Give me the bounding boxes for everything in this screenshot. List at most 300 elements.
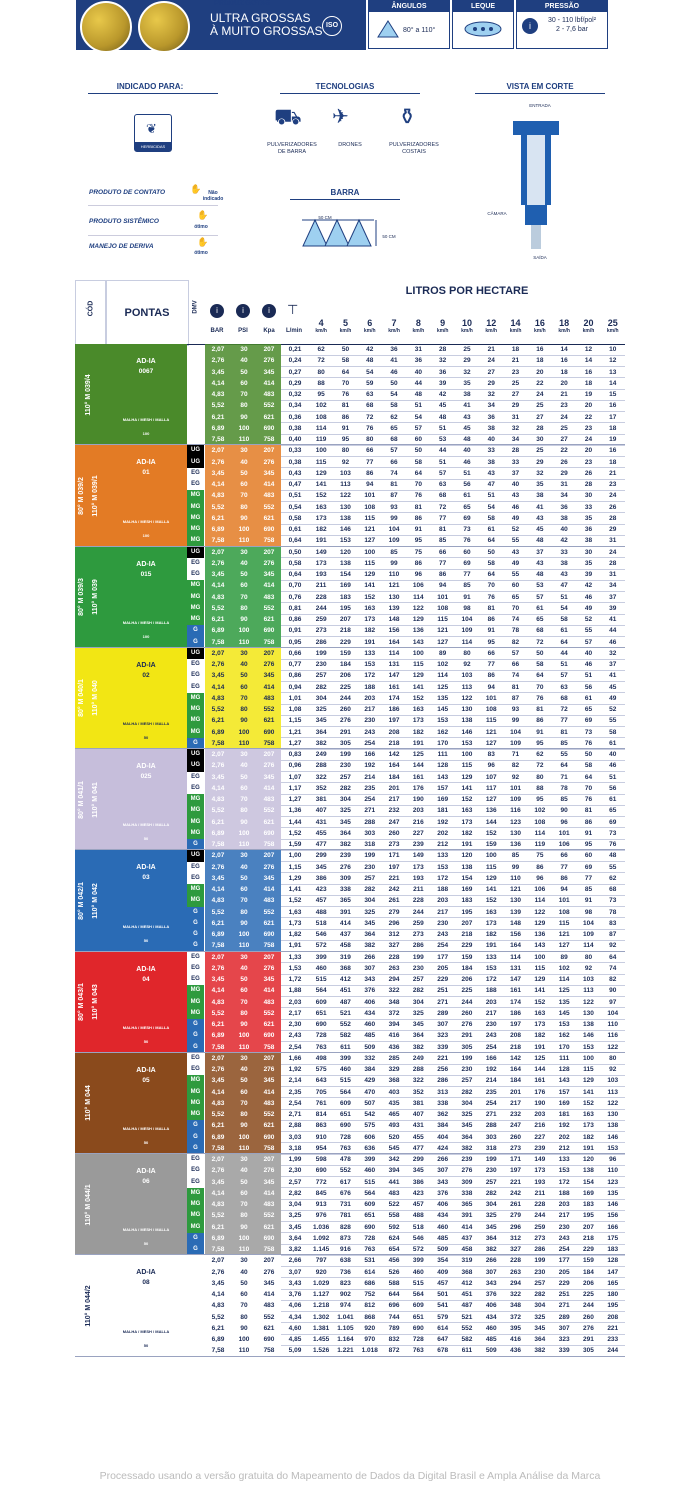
rate-cell: 763 — [412, 1347, 424, 1355]
rate-cell: 1.221 — [337, 1347, 354, 1355]
rate-cell: 159 — [461, 953, 473, 961]
droplet-class-cell: MG — [187, 828, 204, 839]
rate-cell: 59 — [366, 379, 374, 387]
rate-cell: 970 — [364, 1336, 376, 1343]
kpa-cell: 207 — [263, 1257, 275, 1265]
rate-cell: 162 — [558, 1032, 570, 1040]
kpa-cell: 690 — [263, 931, 275, 938]
rate-cell: 81 — [439, 526, 447, 533]
rate-cell: 183 — [607, 1246, 619, 1253]
rate-cell: 29 — [560, 469, 568, 477]
rate-cell: 57 — [560, 672, 568, 680]
psi-cell: 70 — [240, 391, 248, 398]
droplet-image — [80, 1, 132, 53]
rate-cell: 85 — [560, 739, 568, 747]
rate-cell: 736 — [340, 1268, 351, 1276]
rate-cell: 173 — [534, 1167, 546, 1175]
rate-cell: 82 — [511, 762, 520, 770]
rate-cell: 21 — [560, 391, 568, 398]
flow-cell: 1,99 — [288, 1156, 302, 1163]
rate-cell: 828 — [340, 1223, 351, 1231]
psi-cell: 100 — [238, 424, 250, 432]
rate-cell: 170 — [437, 739, 449, 747]
rate-cell: 135 — [607, 1189, 619, 1197]
rate-cell: 399 — [340, 1054, 351, 1062]
kpa-cell: 207 — [263, 649, 275, 657]
kpa-cell: 690 — [263, 829, 275, 837]
kpa-cell: 690 — [263, 526, 275, 533]
droplet-class-cell: MG — [187, 1109, 204, 1120]
rate-cell: 40 — [414, 368, 422, 376]
rate-cell: 44 — [609, 627, 617, 635]
rate-cell: 176 — [412, 784, 424, 792]
rate-cell: 322 — [412, 1077, 424, 1085]
rate-cell: 22 — [584, 413, 593, 421]
rate-cell: 434 — [485, 1313, 497, 1321]
psi-cell: 60 — [240, 886, 248, 893]
rate-cell: 288 — [412, 1066, 424, 1073]
speed-value: 14 — [510, 318, 521, 328]
rate-cell: 191 — [534, 1043, 546, 1051]
rate-cell: 38 — [487, 458, 495, 466]
rate-cell: 195 — [461, 908, 473, 916]
bar-cell: 4,14 — [211, 683, 225, 691]
rate-cell: 451 — [461, 1291, 473, 1298]
rate-cell: 434 — [437, 1212, 449, 1220]
rate-cell: 76 — [584, 739, 593, 747]
angulos-label: ÂNGULOS — [369, 1, 449, 12]
flow-cell: 1,33 — [288, 953, 302, 961]
flow-cell: 1,72 — [288, 976, 302, 983]
rate-cell: 100 — [534, 953, 546, 961]
rate-cell: 515 — [364, 1178, 376, 1186]
bar-cell: 4,83 — [211, 796, 225, 803]
droplet-class-cell: MG — [187, 727, 204, 738]
flow-cell: 1,82 — [288, 931, 302, 938]
psi-cell: 50 — [240, 1077, 248, 1085]
droplet-class-cell: EG — [187, 1177, 204, 1188]
rate-cell: 247 — [510, 1122, 521, 1130]
rate-cell: 14 — [609, 379, 617, 387]
rate-cell: 21 — [511, 357, 520, 365]
rate-cell: 217 — [510, 1099, 521, 1107]
bar-cell: 6,21 — [211, 1223, 225, 1231]
mesh-label: MALHA / MESH / MALLA — [122, 721, 170, 726]
rate-cell: 102 — [437, 661, 449, 668]
rate-cell: 49 — [511, 559, 520, 567]
flow-cell: 0,34 — [288, 402, 302, 410]
rate-cell: 244 — [412, 908, 424, 916]
rate-cell: 148 — [510, 919, 521, 927]
rate-cell: 564 — [364, 1189, 376, 1197]
rate-cell: 49 — [511, 514, 520, 522]
rate-cell: 133 — [485, 953, 497, 961]
deriva-value: ótimo — [194, 250, 208, 256]
rate-cell: 182 — [315, 526, 327, 533]
speed-unit: km/h — [436, 328, 449, 334]
rate-cell: 89 — [439, 649, 447, 657]
rate-cell: 651 — [412, 1313, 424, 1321]
rate-cell: 109 — [510, 796, 521, 803]
rate-cell: 304 — [461, 1099, 473, 1107]
bar-cell: 6,89 — [211, 1234, 225, 1242]
kpa-cell: 621 — [263, 919, 275, 927]
psi-cell: 30 — [240, 751, 248, 758]
psi-cell: 110 — [238, 638, 250, 646]
divider — [280, 93, 420, 94]
rate-cell: 247 — [388, 818, 400, 826]
rate-cell: 77 — [584, 874, 593, 882]
speed-unit: km/h — [534, 328, 546, 334]
rate-cell: 163 — [315, 503, 327, 511]
rate-cell: 251 — [437, 987, 449, 995]
rate-cell: 153 — [461, 739, 473, 747]
rate-cell: 345 — [364, 919, 376, 927]
rate-cell: 117 — [485, 784, 497, 792]
bar-cell: 2,07 — [211, 1257, 225, 1265]
rate-cell: 221 — [607, 1324, 619, 1332]
rate-cell: 1.381 — [313, 1324, 330, 1332]
rate-cell: 41 — [609, 672, 617, 680]
rate-cell: 211 — [534, 1189, 546, 1197]
rate-cell: 1.302 — [313, 1313, 330, 1321]
rate-cell: 121 — [485, 728, 497, 736]
psi-cell: 90 — [240, 1122, 248, 1130]
rate-cell: 122 — [607, 1043, 619, 1051]
rate-cell: 64 — [341, 368, 350, 376]
tech-backpack-label: PULVERIZADORES COSTAIS — [389, 142, 439, 155]
rate-cell: 552 — [340, 1021, 351, 1028]
backpack-sprayer-icon: ⚱ — [398, 104, 417, 129]
pressao-line2: 2 - 7,6 bar — [556, 26, 588, 33]
rate-cell: 365 — [461, 1201, 473, 1208]
tech-boom-label: PULVERIZADORES DE BARRA — [267, 142, 317, 155]
rate-cell: 676 — [340, 1189, 351, 1197]
rate-cell: 12 — [584, 346, 593, 353]
psi-cell: 40 — [240, 762, 248, 770]
rate-cell: 203 — [534, 1111, 546, 1118]
droplet-class-cell: G — [187, 1143, 204, 1154]
rate-cell: 690 — [315, 1021, 327, 1028]
mesh-value: 100 — [142, 532, 150, 538]
rate-cell: 376 — [364, 987, 376, 995]
rate-cell: 51 — [414, 402, 422, 410]
rate-cell: 752 — [364, 1291, 376, 1298]
rate-cell: 230 — [485, 1021, 497, 1028]
rate-cell: 153 — [437, 863, 449, 871]
rate-cell: 199 — [461, 1054, 473, 1062]
psi-cell: 100 — [238, 1032, 250, 1040]
nozzle-model: 05 — [142, 1076, 150, 1084]
bar-cell: 7,58 — [211, 1246, 225, 1253]
rate-cell: 101 — [364, 492, 376, 500]
rate-cell: 32 — [487, 391, 495, 398]
rate-cell: 57 — [414, 424, 422, 432]
droplet-class-cell: MG — [187, 614, 204, 625]
rate-cell: 412 — [340, 976, 351, 983]
rate-cell: 93 — [390, 503, 398, 511]
flow-cell: 0,50 — [288, 548, 302, 556]
rate-cell: 60 — [584, 852, 593, 860]
rate-cell: 92 — [511, 773, 520, 781]
rate-cell: 217 — [485, 1009, 497, 1017]
rate-cell: 138 — [583, 1021, 594, 1028]
psi-cell: 110 — [238, 537, 250, 545]
rate-cell: 39 — [584, 571, 593, 578]
rate-cell: 509 — [485, 1347, 497, 1355]
psi-cell: 40 — [240, 1066, 248, 1073]
rate-cell: 1.526 — [313, 1347, 330, 1355]
rate-cell: 458 — [461, 1246, 473, 1253]
rate-cell: 202 — [558, 1133, 570, 1141]
rate-cell: 35 — [584, 514, 593, 522]
rate-cell: 29 — [487, 379, 495, 387]
rate-cell: 111 — [559, 1054, 570, 1062]
rate-cell: 100 — [485, 852, 497, 860]
rate-cell: 184 — [510, 1077, 521, 1085]
rate-cell: 135 — [437, 694, 449, 702]
bar-cell: 4,14 — [211, 582, 225, 590]
rate-cell: 64 — [487, 571, 495, 578]
rate-cell: 103 — [461, 672, 473, 680]
rate-cell: 338 — [461, 1189, 473, 1197]
rate-cell: 188 — [364, 683, 376, 691]
rate-cell: 228 — [412, 897, 424, 905]
rate-cell: 102 — [315, 402, 327, 410]
rate-cell: 77 — [439, 559, 447, 567]
speed-unit: km/h — [461, 328, 473, 334]
rate-cell: 61 — [609, 796, 617, 803]
speed-value: 25 — [607, 318, 618, 328]
flow-cell: 3,76 — [288, 1291, 302, 1298]
rate-cell: 63 — [439, 481, 447, 488]
flow-cell: 4,06 — [288, 1302, 302, 1310]
rate-cell: 572 — [315, 942, 327, 950]
rate-cell: 58 — [560, 616, 568, 623]
rate-cell: 39 — [439, 379, 447, 387]
rate-cell: 228 — [510, 1257, 521, 1265]
bar-cell: 2,76 — [211, 863, 225, 871]
droplet-class-cell: G — [187, 1019, 204, 1030]
speed-value: 7 — [391, 318, 397, 328]
nozzle-model: 06 — [142, 1178, 150, 1185]
rate-cell: 271 — [364, 807, 376, 815]
kpa-cell: 207 — [263, 447, 275, 455]
rate-cell: 29 — [463, 357, 471, 365]
bar-cell: 7,58 — [211, 638, 225, 646]
bar-cell: 3,45 — [211, 1077, 225, 1085]
rate-cell: 147 — [607, 1268, 619, 1276]
kpa-cell: 758 — [263, 436, 275, 443]
rate-cell: 441 — [388, 1178, 400, 1186]
bar-cell: 2,76 — [211, 1066, 225, 1073]
rate-cell: 81 — [390, 481, 398, 488]
rate-cell: 188 — [437, 886, 449, 893]
rate-cell: 60 — [414, 436, 422, 443]
rate-cell: 128 — [437, 762, 449, 770]
rate-cell: 455 — [315, 829, 327, 837]
rate-cell: 81 — [414, 503, 422, 511]
rate-cell: 29 — [536, 458, 544, 466]
rate-cell: 113 — [461, 683, 473, 691]
psi-cell: 40 — [240, 1268, 248, 1276]
kpa-cell: 758 — [263, 841, 275, 848]
rate-cell: 273 — [388, 841, 400, 848]
code-label: 110° M 042 — [92, 883, 99, 919]
bar-cell: 7,58 — [211, 436, 225, 443]
bar-cell: 4,14 — [211, 1189, 225, 1197]
psi-cell: 40 — [240, 559, 248, 567]
rate-cell: 58 — [487, 514, 495, 522]
rate-cell: 728 — [315, 1032, 327, 1040]
rate-cell: 230 — [437, 919, 449, 927]
rate-cell: 91 — [487, 627, 495, 635]
rate-cell: 1.036 — [313, 1223, 330, 1231]
rate-cell: 61 — [536, 604, 544, 612]
rate-cell: 141 — [583, 1088, 594, 1096]
rate-cell: 636 — [364, 1144, 376, 1152]
kpa-cell: 414 — [263, 481, 275, 488]
psi-cell: 110 — [238, 1043, 250, 1051]
rate-cell: 288 — [315, 762, 327, 770]
rate-cell: 181 — [437, 807, 449, 815]
rate-cell: 384 — [364, 1066, 376, 1073]
rate-cell: 83 — [609, 919, 617, 927]
rate-cell: 74 — [511, 672, 520, 680]
kpa-cell: 414 — [263, 784, 275, 792]
rate-cell: 49 — [609, 694, 617, 702]
rate-cell: 273 — [534, 1234, 546, 1242]
psi-cell: 40 — [240, 661, 248, 668]
rate-cell: 199 — [315, 649, 327, 657]
rate-cell: 76 — [536, 694, 544, 702]
rate-cell: 104 — [461, 616, 473, 623]
contato-value: Não indicado — [202, 190, 224, 202]
flow-cell: 1,27 — [288, 796, 302, 803]
flow-cell: 0,94 — [288, 683, 302, 691]
rate-cell: 57 — [584, 638, 593, 646]
droplet-class-cell: MG — [187, 1188, 204, 1199]
rate-cell: 386 — [315, 874, 327, 882]
rate-cell: 254 — [437, 942, 449, 950]
bar-cell: 3,45 — [211, 976, 225, 983]
droplet-class-cell: EG — [187, 682, 204, 693]
rate-cell: 149 — [412, 852, 424, 860]
rate-cell: 364 — [412, 1032, 424, 1040]
rate-cell: 123 — [510, 818, 521, 826]
rate-cell: 203 — [558, 1201, 570, 1208]
rate-cell: 199 — [485, 1156, 497, 1163]
rate-cell: 37 — [609, 661, 617, 668]
nozzle-cutaway-diagram — [511, 113, 561, 253]
rate-cell: 95 — [414, 537, 422, 545]
rate-cell: 152 — [461, 796, 473, 803]
rate-cell: 260 — [583, 1313, 594, 1321]
bar-cell: 2,07 — [211, 751, 225, 758]
flow-cell: 2,88 — [288, 1122, 302, 1130]
rate-cell: 110 — [607, 1167, 618, 1175]
flow-cell: 1,44 — [288, 818, 302, 826]
rate-cell: 51 — [584, 672, 593, 680]
rate-cell: 207 — [340, 616, 351, 623]
rate-cell: 110 — [510, 874, 521, 882]
bar-cell: 7,58 — [211, 739, 225, 747]
psi-cell: 70 — [240, 1201, 248, 1208]
rate-cell: 218 — [510, 1043, 521, 1051]
rate-cell: 60 — [511, 582, 520, 590]
rate-cell: 364 — [364, 931, 376, 938]
rate-cell: 48 — [609, 852, 617, 860]
rate-cell: 90 — [609, 987, 617, 995]
rate-cell: 271 — [485, 1111, 497, 1118]
rate-cell: 381 — [412, 1099, 424, 1107]
rate-cell: 229 — [437, 976, 449, 983]
rate-cell: 399 — [364, 1156, 376, 1163]
rate-cell: 206 — [461, 976, 473, 983]
iso-badge: ISO — [322, 16, 342, 36]
flow-cell: 0,86 — [288, 616, 302, 623]
rate-cell: 109 — [461, 627, 473, 635]
divider — [290, 199, 400, 200]
psi-cell: 110 — [238, 841, 250, 848]
rate-cell: 202 — [437, 829, 449, 837]
rate-cell: 64 — [414, 469, 422, 477]
rate-cell: 94 — [439, 582, 447, 590]
droplet-class-cell: MG — [187, 1210, 204, 1221]
kpa-cell: 276 — [263, 1167, 275, 1175]
rate-cell: 25 — [536, 402, 544, 410]
rate-cell: 115 — [315, 458, 327, 466]
rate-cell: 216 — [534, 1122, 546, 1130]
rate-cell: 20 — [536, 368, 544, 376]
speed-unit: km/h — [363, 328, 376, 334]
kpa-cell: 414 — [263, 987, 275, 995]
kpa-header: Kpa — [263, 328, 275, 334]
rate-cell: 34 — [560, 492, 568, 500]
rate-cell: 80 — [536, 773, 544, 781]
rate-cell: 276 — [340, 717, 351, 725]
rate-cell: 127 — [558, 942, 570, 950]
rate-cell: 129 — [412, 672, 424, 680]
rate-cell: 399 — [412, 1257, 424, 1265]
flow-cell: 1,59 — [288, 841, 302, 848]
rate-cell: 127 — [364, 537, 376, 545]
psi-cell: 50 — [240, 1279, 248, 1287]
rate-cell: 113 — [340, 481, 351, 488]
rate-cell: 207 — [461, 919, 473, 927]
rate-cell: 18 — [511, 346, 520, 353]
rate-cell: 65 — [584, 706, 593, 713]
mesh-value: 50 — [143, 1038, 149, 1044]
rate-cell: 81 — [584, 807, 593, 815]
rate-cell: 191 — [412, 739, 424, 747]
rate-cell: 100 — [412, 649, 424, 657]
kpa-cell: 276 — [263, 1066, 275, 1073]
rate-cell: 294 — [510, 1279, 521, 1287]
rate-cell: 1.041 — [337, 1313, 354, 1321]
rate-cell: 199 — [340, 751, 351, 758]
rate-cell: 153 — [583, 1043, 594, 1051]
droplet-class-cell: EG — [187, 558, 204, 569]
droplet-class-cell: MG — [187, 513, 204, 524]
leque-box — [452, 0, 514, 49]
psi-cell: 50 — [240, 1178, 248, 1186]
rate-cell: 74 — [390, 469, 398, 477]
rate-cell: 45 — [439, 402, 447, 410]
psi-cell: 30 — [240, 346, 248, 353]
rate-cell: 166 — [364, 751, 376, 758]
bar-cell: 4,14 — [211, 784, 225, 792]
